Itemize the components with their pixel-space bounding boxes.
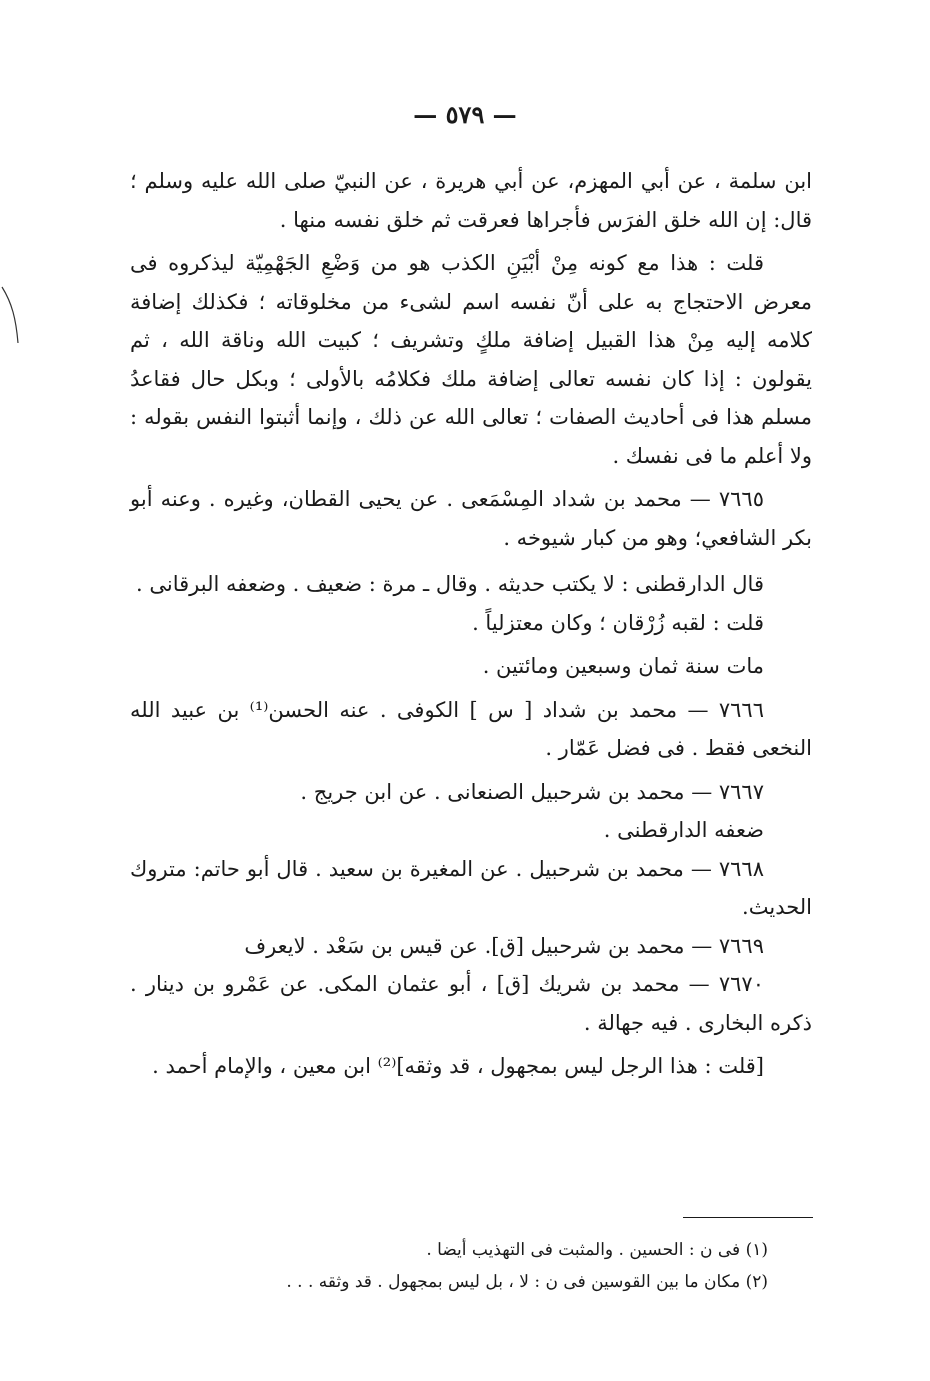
footnotes [230,1234,768,1298]
entry-7667-note: ضعفه الدارقطنى . [603,818,764,842]
page-number: — ٥٧٩ — [413,100,517,129]
entry-7670: ٧٦٧٠ — محمد بن شريك [ق] ، أبو عثمان المكى. عن عَمْرو بن دينار . ذكره البخارى . فيه جهالة . [130,972,812,1035]
entry-7668: ٧٦٦٨ — محمد بن شرحبيل . عن المغيرة بن سعيد . قال أبو حاتم: متروك الحديث. [130,856,812,919]
entry-7669: ٧٦٦٩ — محمد بن شرحبيل [ق]. عن قيس بن سَعْد . لايعرف [244,933,764,958]
footnote-2: (٢) مكان ما بين القوسين فى ن : لا ، بل ليس بمجهول . قد وثقه . . . [286,1272,768,1292]
main-text [130,162,812,1086]
entry-7667: ٧٦٦٧ — محمد بن شرحبيل الصنعانى . عن ابن جريج . [300,779,764,804]
page-edge-mark [0,285,24,345]
entry-7665-death: مات سنة ثمان وسبعين ومائتين . [482,654,764,678]
entry-7665-note: قلت : لقبه زُرْقان ؛ وكان معتزلياً . [472,610,764,635]
paragraph-commentary: قلت : هذا مع كونه مِنْ أبْيَنِ الكذب هو من وَضْعِ الجَهْمِيّة ليذكروه فى معرض الاحتجاج به على أنّ نفسه اسم لشىء من مخلوقاته ؛ فكذلك إضافة كلامه إليه مِنْ هذا القبيل إضافة ملكٍ وتشريف ؛ كبيت الله وناقة الله ، ثم يقولون : إذا كان نفسه تعالى إضافة ملك فكلامُه بالأولى ؛ وبكل حال فقاعدُ مسلم هذا فى أحاديث الصفات ؛ تعالى الله عن ذلك ، وإنما أثبتوا النفس بقوله : ولا أعلم ما فى نفسك . [130,251,813,468]
footnote-1: (١) فى ن : الحسين . والمثبت فى التهذيب أيضا . [426,1240,768,1260]
footnote-separator [683,1217,813,1218]
entry-7665-daraqutni: قال الدارقطنى : لا يكتب حديثه . وقال ـ مرة : ضعيف . وضعفه البرقانى . [136,572,764,596]
paragraph-hadith-text: ابن سلمة ، عن أبي المهزم، عن أبي هريرة ، عن النبيّ صلى الله عليه وسلم ؛ قال: إن الله خلق الفرَس فأجراها فعرقت ثم خلق نفسه منها . [130,169,812,232]
entry-7666: ٧٦٦٦ — محمد بن شداد [ س ] الكوفى . عنه الحسن⁽¹⁾ بن عبيد الله النخعى فقط . فى فضل عَمّار . [130,697,812,760]
entry-7665: ٧٦٦٥ — محمد بن شداد المِسْمَعى . عن يحيى القطان، وغيره . وعنه أبو بكر الشافعي؛ وهو من كبار شيوخه . [130,487,812,550]
entry-7670-note: [قلت : هذا الرجل ليس بمجهول ، قد وثقه]⁽²⁾ ابن معين ، والإمام أحمد . [152,1054,764,1078]
